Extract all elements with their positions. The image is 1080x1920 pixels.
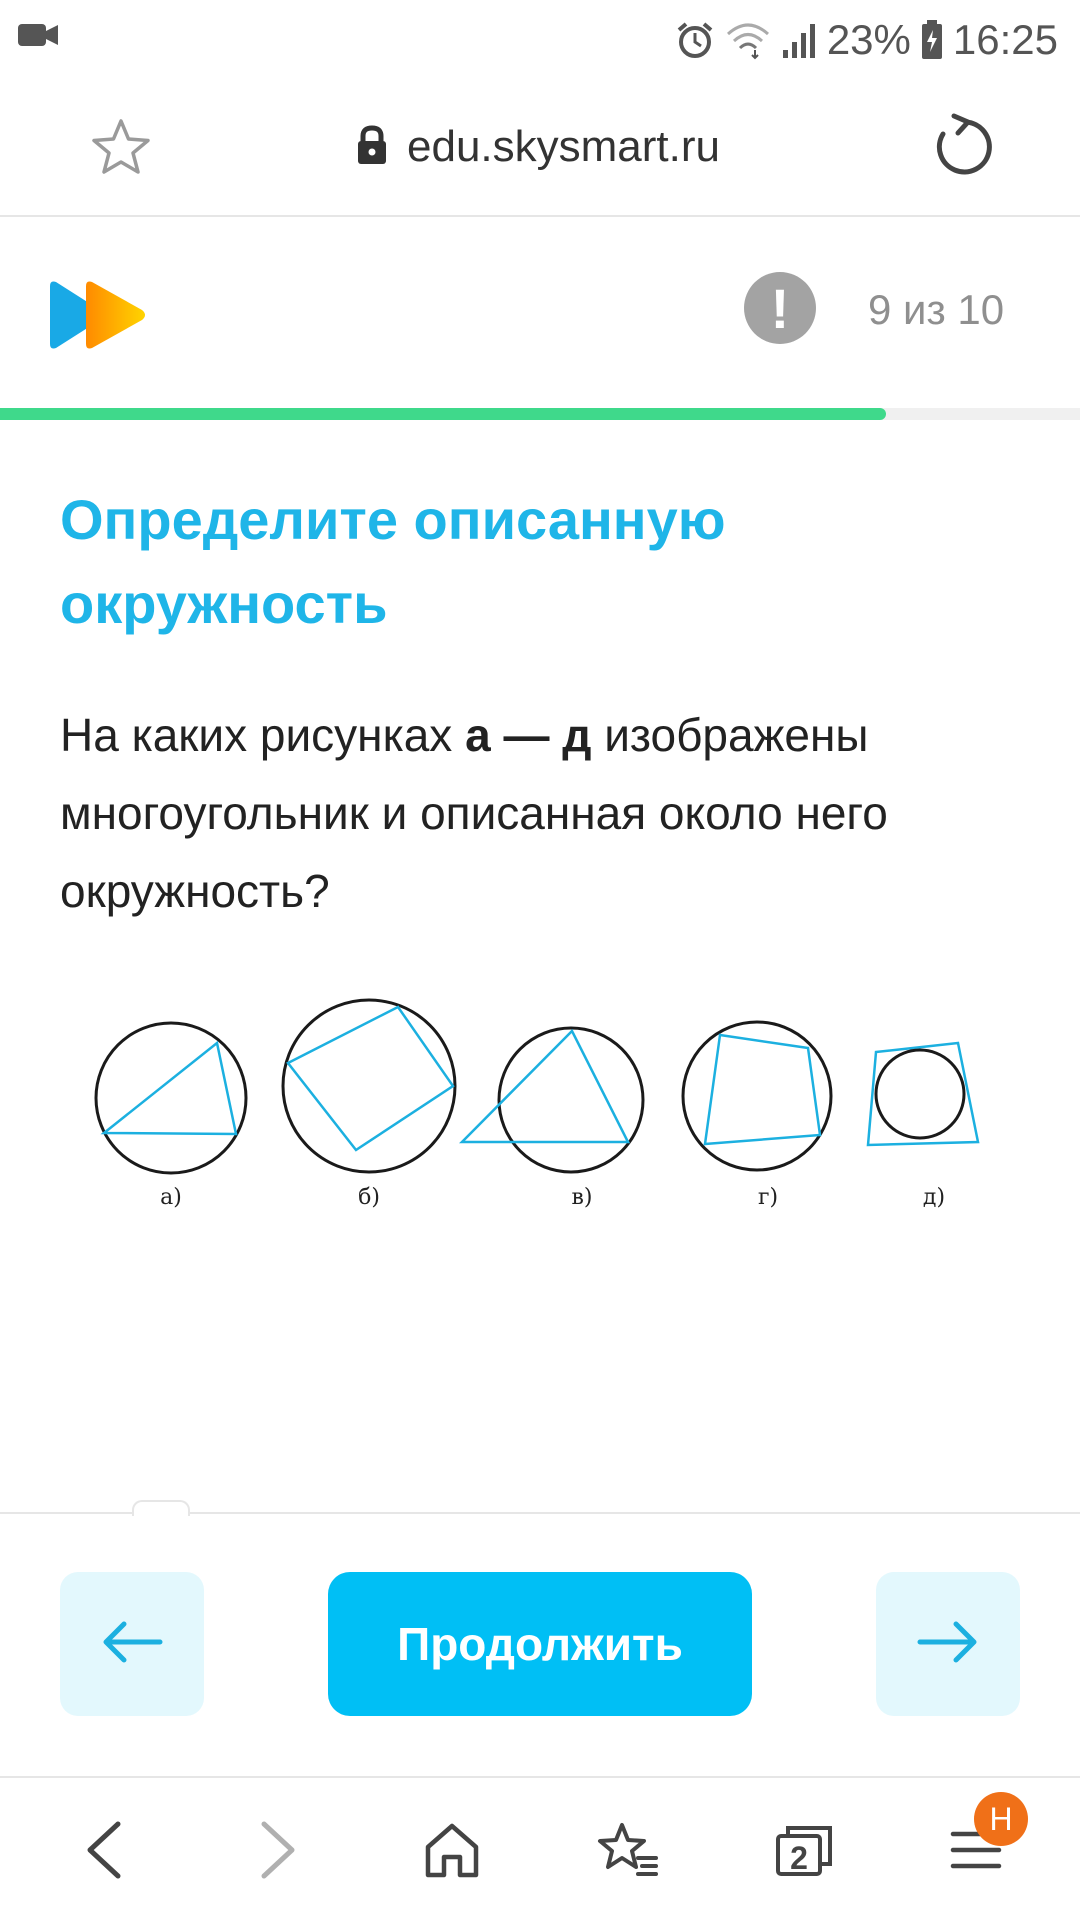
report-problem-button[interactable]: ! — [744, 272, 816, 344]
previous-button[interactable] — [60, 1572, 204, 1716]
clock-time: 16:25 — [952, 16, 1058, 63]
back-icon[interactable] — [64, 1810, 144, 1890]
url-text: edu.skysmart.ru — [407, 122, 720, 171]
battery-percent: 23% — [826, 16, 911, 63]
task-question — [60, 696, 1020, 930]
figure-label: а) — [160, 1185, 182, 1210]
footer-handle[interactable] — [132, 1500, 190, 1516]
figure-label: б) — [358, 1185, 380, 1210]
figure-a — [96, 1023, 246, 1173]
lock-icon — [355, 125, 389, 170]
bookmarks-icon[interactable] — [588, 1810, 668, 1890]
figure-c — [462, 1028, 643, 1172]
wifi-icon — [725, 20, 771, 60]
figure-label: г) — [757, 1185, 779, 1210]
task-title: Определите описанную окружность — [60, 488, 726, 635]
arrow-left-icon — [100, 1620, 164, 1669]
figure-e — [868, 1043, 978, 1145]
url-field[interactable] — [355, 112, 720, 182]
notification-badge: Н — [974, 1792, 1028, 1846]
arrow-right-icon — [916, 1620, 980, 1669]
figure-label: в) — [571, 1185, 593, 1210]
battery-icon — [921, 20, 943, 60]
alarm-icon — [675, 20, 715, 60]
progress-fill — [0, 408, 886, 420]
figure-d — [683, 1022, 831, 1170]
signal-icon — [781, 20, 817, 60]
question-counter: 9 из 10 — [868, 286, 1005, 333]
progress-bar — [0, 408, 1080, 420]
question-text-end: изображены многоугольник и описанная около него окружность? — [60, 709, 888, 917]
reload-icon[interactable] — [928, 112, 998, 182]
star-icon[interactable] — [88, 115, 154, 181]
tabs-icon[interactable] — [764, 1810, 844, 1890]
figure-label: д) — [922, 1185, 946, 1210]
question-text-bold: а — д — [465, 709, 592, 761]
continue-button[interactable]: Продолжить — [328, 1572, 752, 1716]
logo-icon[interactable] — [48, 280, 148, 350]
forward-icon[interactable] — [238, 1810, 318, 1890]
geometry-figure — [60, 980, 1020, 1230]
status-right — [675, 14, 1058, 66]
camera-icon — [18, 22, 58, 53]
figure-b — [283, 1000, 455, 1172]
browser-toolbar-divider — [0, 1776, 1080, 1778]
tabs-count: 2 — [790, 1839, 808, 1876]
question-text-start: На каких рисунках — [60, 709, 466, 761]
home-icon[interactable] — [412, 1810, 492, 1890]
next-button[interactable] — [876, 1572, 1020, 1716]
